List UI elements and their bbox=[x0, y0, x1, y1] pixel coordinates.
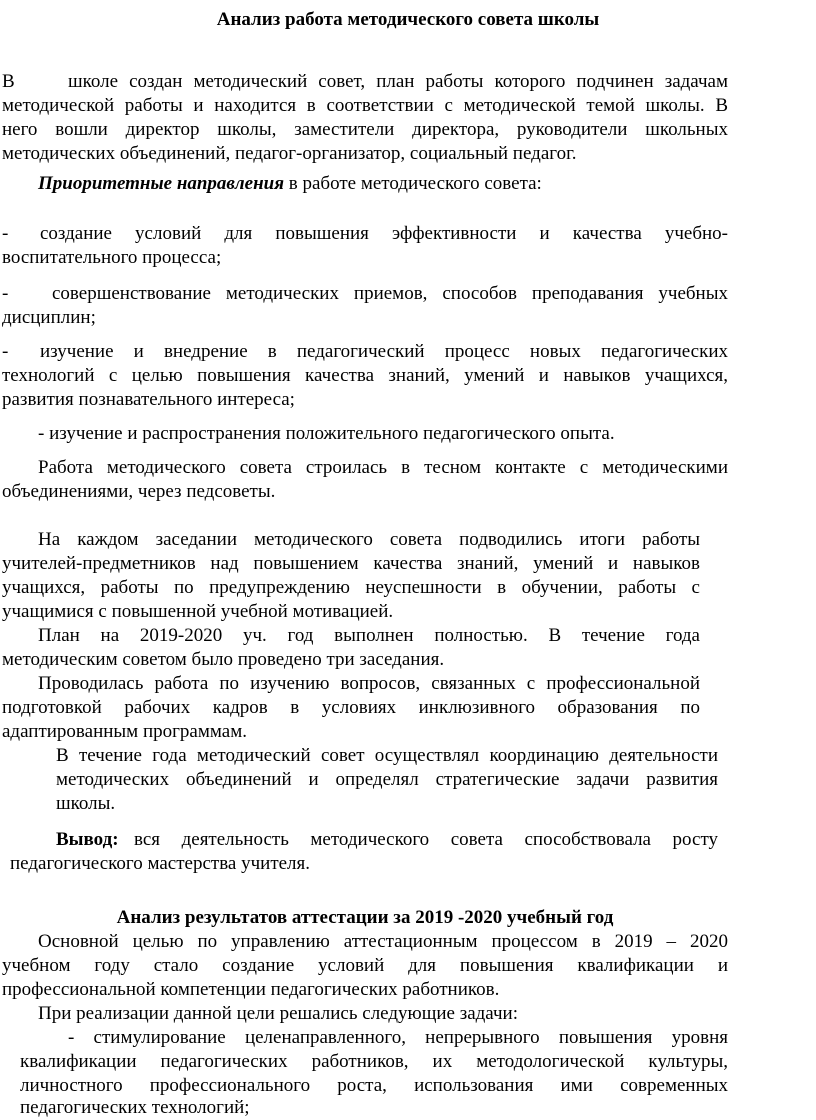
meeting-line-1: На каждом заседании методического совета подводились итоги работы bbox=[38, 529, 700, 550]
intro-line-3: него вошли директор школы, заместители директора, руководители школьных bbox=[2, 119, 728, 140]
task1-line-1: - стимулирование целенаправленного, непрерывного повышения уровня bbox=[68, 1027, 728, 1048]
intro-line-1: школе создан методический совет, план работы которого подчинен задачам bbox=[68, 71, 728, 92]
item4: - изучение и распространения положительного педагогического опыта. bbox=[38, 423, 615, 444]
conclusion-label: Вывод: bbox=[56, 829, 119, 850]
section-title-council: Анализ работа методического совета школы bbox=[216, 9, 600, 30]
item1-dash: - bbox=[2, 223, 9, 244]
inclusive-line-1: Проводилась работа по изучению вопросов, связанных с профессиональной bbox=[38, 673, 700, 694]
coord-line-3: школы. bbox=[56, 793, 116, 814]
conclusion-line-2: педагогического мастерства учителя. bbox=[10, 853, 311, 874]
intro-first-word: В bbox=[2, 71, 15, 92]
meeting-line-3: учащихся, работы по предупреждению неуспешности в обучении, работы с bbox=[2, 577, 700, 598]
item3-line-2: технологий с целью повышения качества знаний, умений и навыков учащихся, bbox=[2, 365, 728, 386]
item2-line-1: совершенствование методических приемов, способов преподавания учебных bbox=[52, 283, 728, 304]
inclusive-line-3: адаптированным программам. bbox=[2, 721, 247, 742]
item3-dash: - bbox=[2, 341, 9, 362]
intro-line-2: методической работы и находится в соответствии с методической темой школы. В bbox=[2, 95, 728, 116]
plan-line-1: План на 2019-2020 уч. год выполнен полностью. В течение года bbox=[38, 625, 700, 646]
priority-rest: в работе методического совета: bbox=[284, 173, 542, 194]
coord-line-2: методических объединений и определял стратегические задачи развития bbox=[56, 769, 718, 790]
work-line-2: объединениями, через педсоветы. bbox=[2, 481, 276, 502]
item3-line-3: развития познавательного интереса; bbox=[2, 389, 295, 410]
item1-line-2: воспитательного процесса; bbox=[2, 247, 222, 268]
inclusive-line-2: подготовкой рабочих кадров в условиях инклюзивного образования по bbox=[2, 697, 700, 718]
priority-line bbox=[38, 172, 542, 196]
section-title-attestation: Анализ результатов аттестации за 2019 -2020 учебный год bbox=[116, 907, 614, 928]
item3-line-1: изучение и внедрение в педагогический процесс новых педагогических bbox=[40, 341, 728, 362]
goal-line-1: Основной целью по управлению аттестационным процессом в 2019 – 2020 bbox=[38, 931, 728, 952]
item2-line-2: дисциплин; bbox=[2, 307, 96, 328]
priority-emphasis: Приоритетные направления bbox=[38, 173, 285, 194]
task1-line-2: квалификации педагогических работников, их методологической культуры, bbox=[20, 1051, 728, 1072]
task1-line-3: личностного профессионального роста, использования ими современных bbox=[20, 1075, 728, 1096]
coord-line-1: В течение года методический совет осуществлял координацию деятельности bbox=[56, 745, 718, 766]
conclusion-line-1: вся деятельность методического совета способствовала росту bbox=[134, 829, 718, 850]
tasks-intro: При реализации данной цели решались следующие задачи: bbox=[38, 1003, 518, 1024]
meeting-line-4: учащимися с повышенной учебной мотивацией. bbox=[2, 601, 394, 622]
item2-dash: - bbox=[2, 283, 9, 304]
meeting-line-2: учителей-предметников над повышением качества знаний, умений и навыков bbox=[2, 553, 700, 574]
goal-line-2: учебном году стало создание условий для повышения квалификации и bbox=[2, 955, 728, 976]
item1-line-1: создание условий для повышения эффективности и качества учебно- bbox=[40, 223, 728, 244]
task1-line-4: педагогических технологий; bbox=[20, 1097, 250, 1118]
work-line-1: Работа методического совета строилась в тесном контакте с методическими bbox=[38, 457, 728, 478]
intro-line-4: методических объединений, педагог-организатор, социальный педагог. bbox=[2, 143, 577, 164]
goal-line-3: профессиональной компетенции педагогических работников. bbox=[2, 979, 500, 1000]
plan-line-2: методическим советом было проведено три заседания. bbox=[2, 649, 445, 670]
